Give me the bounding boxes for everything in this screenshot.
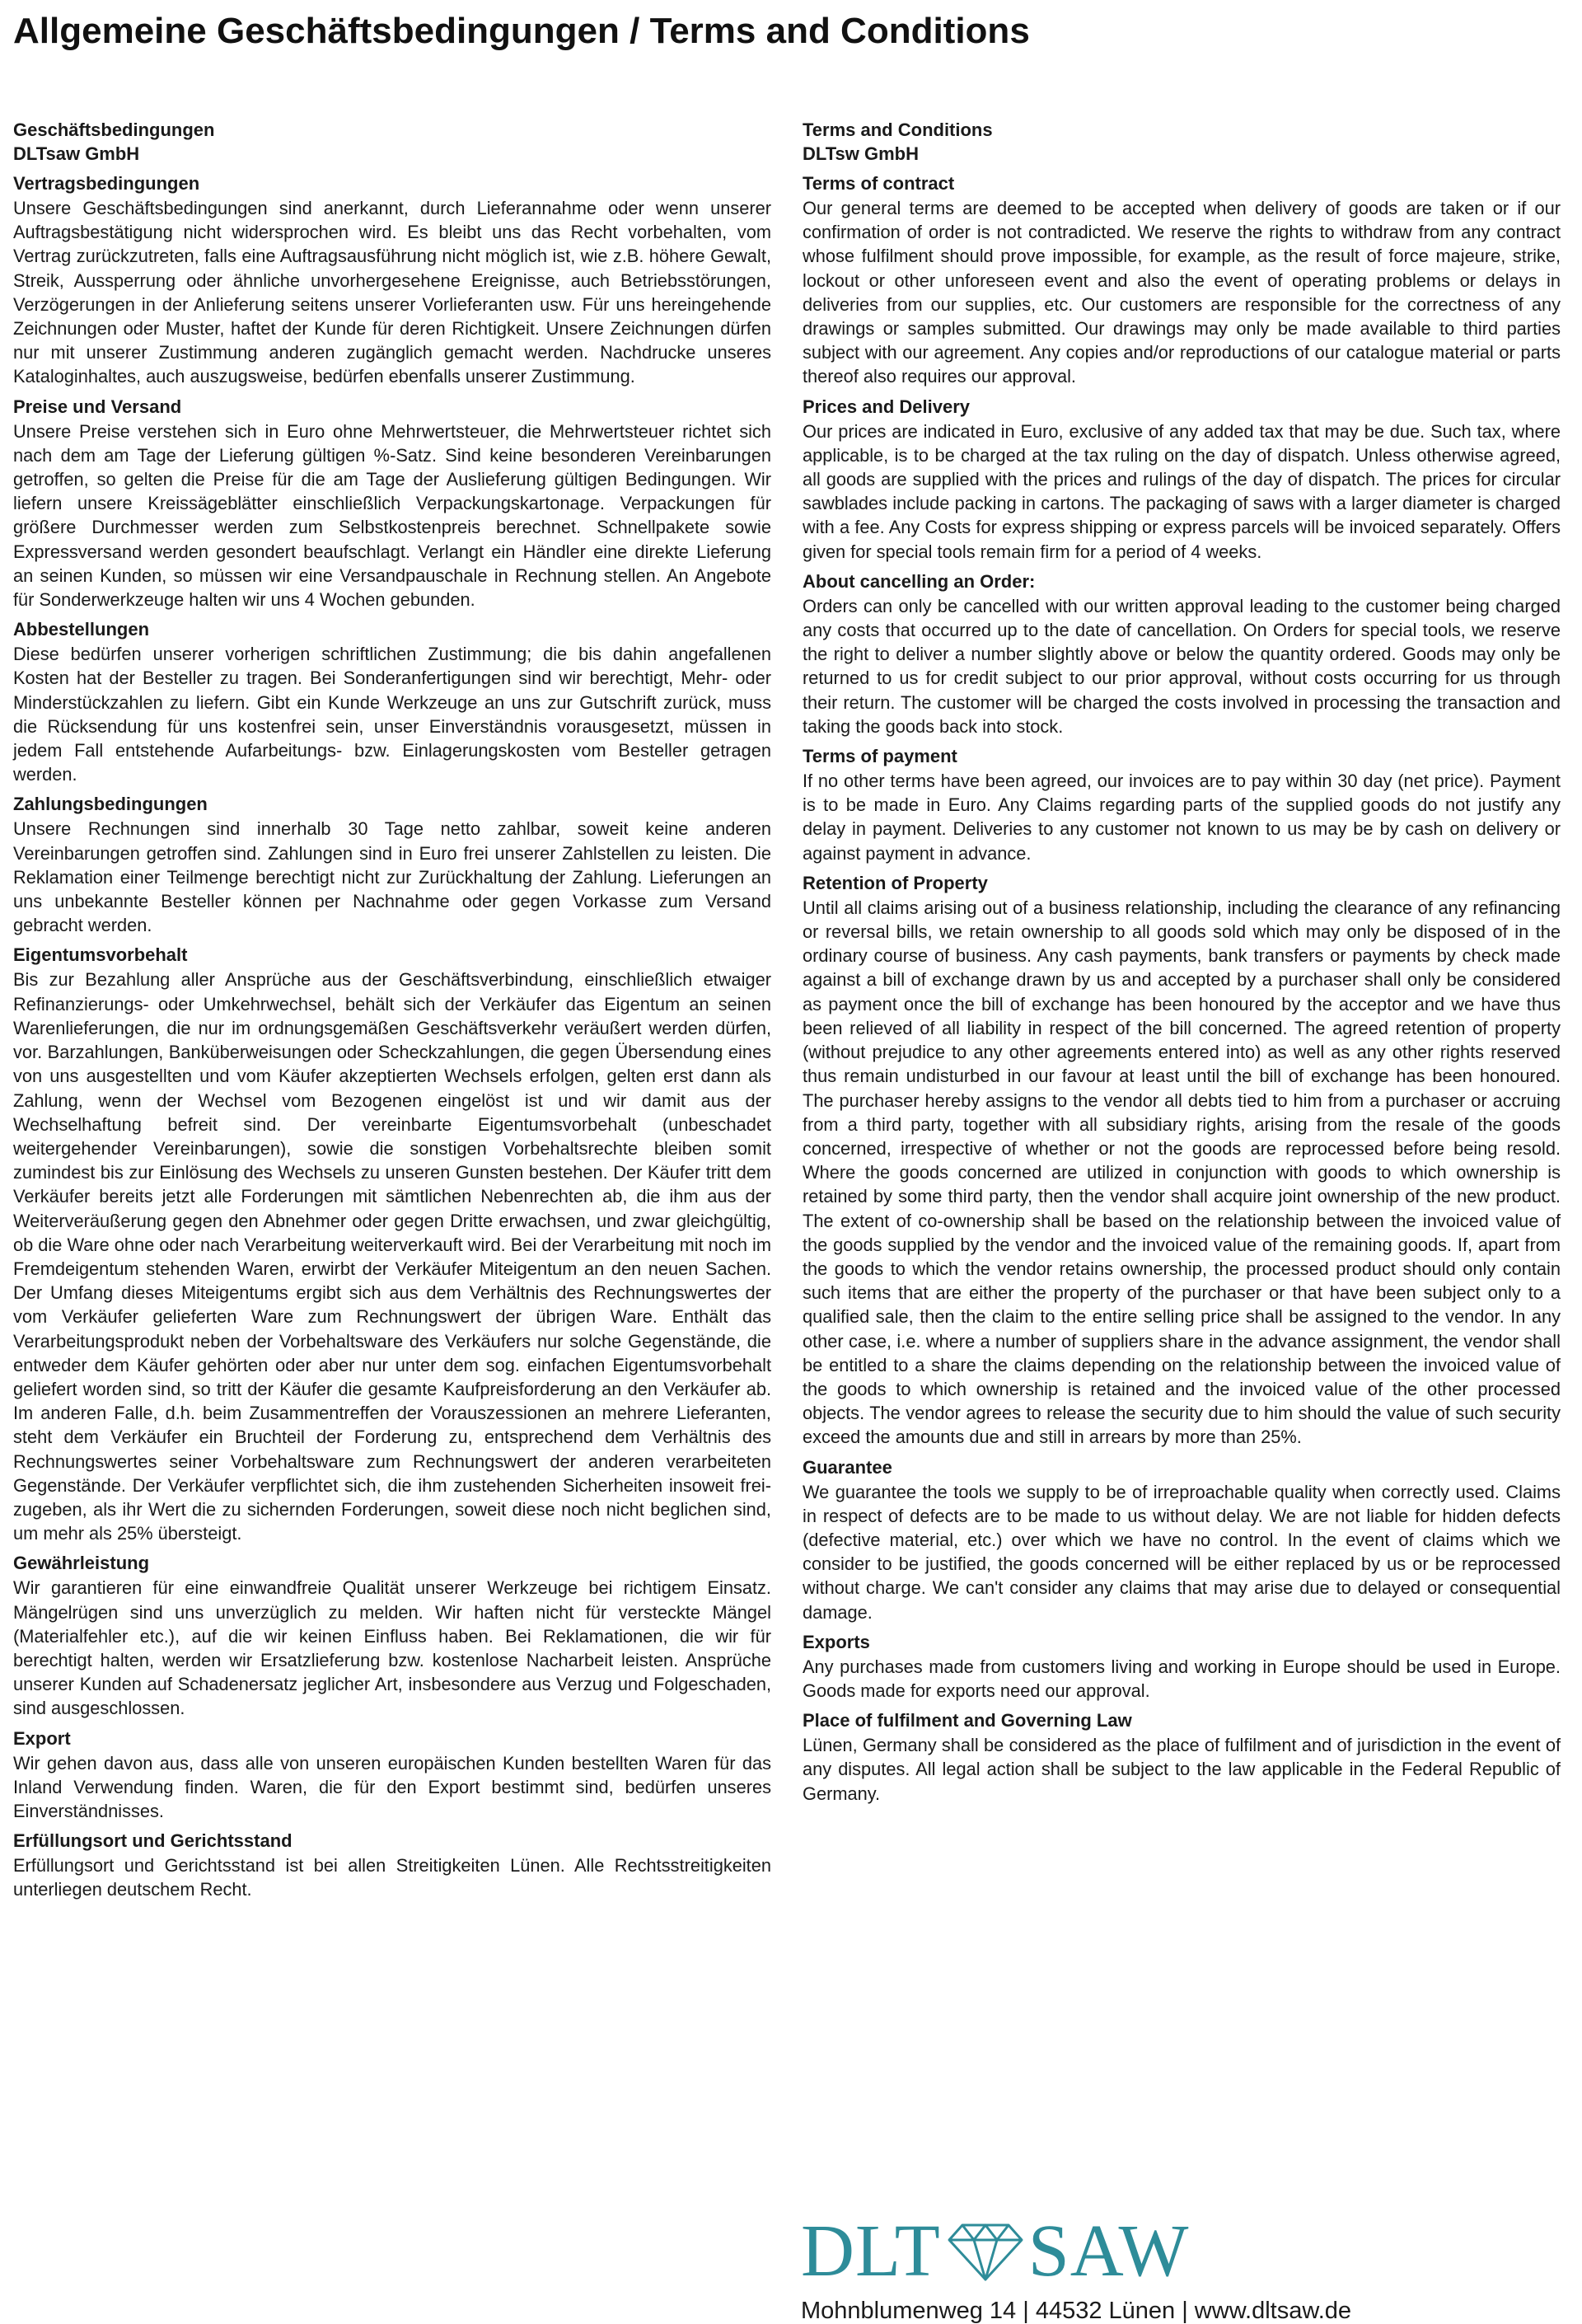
section-vertragsbedingungen [13, 171, 771, 389]
section-abbestellungen [13, 617, 771, 786]
section-title: About cancelling an Order: [803, 570, 1036, 592]
section-body: Our prices are indicated in Euro, exclusive of any added tax that may be due. Such tax, where applicable, is to be charged at the tax ruling on the day of dispatch. Unless otherwise agreed, all goods are supplied with the prices and rulings of the day of dispatch. The prices for circular sawblades include packing in cartons. The packaging of saws with a larger diameter is charged with a fee. Any Costs for express shipping or express parcels will be invoiced separately. Offers given for special tools remain firm for a period of 4 weeks. [803, 420, 1561, 562]
section-title: Prices and Delivery [803, 396, 971, 417]
section-body: Any purchases made from customers living and working in Europe should be used in Europe. Goods made for exports need our approval. [803, 1656, 1561, 1701]
footer [801, 2210, 1427, 2324]
section-cancelling-an-order [803, 569, 1561, 738]
section-title: Terms of payment [803, 746, 957, 767]
diamond-icon [946, 2220, 1025, 2283]
section-terms-of-payment [803, 744, 1561, 865]
english-heading-line1: Terms and Conditions [803, 119, 993, 140]
section-title: Retention of Property [803, 872, 988, 893]
section-zahlungsbedingungen [13, 792, 771, 937]
company-logo [801, 2210, 1427, 2292]
section-terms-of-contract [803, 171, 1561, 389]
section-eigentumsvorbehalt [13, 943, 771, 1545]
section-title: Export [13, 1727, 71, 1749]
section-body: Wir gehen davon aus, dass alle von unseren europäischen Kunden bestellten Waren für das Inland Verwendung finden. Waren, die für den Export bestimmt sind, bedürfen unseres Einverständnisses. [13, 1752, 771, 1821]
section-erfuellungsort [13, 1829, 771, 1901]
section-title: Guarantee [803, 1456, 892, 1478]
section-body: Lünen, Germany shall be considered as the place of fulfilment and of jurisdiction in the event of any disputes. All legal action shall be subject to the law applicable in the Federal Republic of Germany. [803, 1735, 1561, 1804]
section-title: Terms of contract [803, 173, 955, 194]
section-guarantee [803, 1455, 1561, 1624]
section-title: Erfüllungsort und Gerichtsstand [13, 1830, 293, 1852]
section-title: Gewährleistung [13, 1553, 150, 1574]
section-title: Preise und Versand [13, 396, 182, 417]
section-body: Unsere Rechnungen sind innerhalb 30 Tage netto zahlbar, soweit keine anderen Vereinbarungen getroffen sind. Zahlungen sind in Euro frei unserer Zahlstellen zu leisten. Die Reklamation einer Teilmenge berechtigt nicht zur Zurückhaltung der Zahlung. Lieferungen an uns unbekannte Besteller können per Nachnahme oder gegen Vorkasse zum Versand gebracht werden. [13, 818, 771, 936]
logo-text-left: DLT [801, 2210, 941, 2292]
section-title: Eigentumsvorbehalt [13, 944, 188, 966]
section-body: Our general terms are deemed to be accepted when delivery of goods are taken or if our confirmation of order is not contradicted. We reserve the rights to withdraw from any contract whose fulfilment should prove impossible, for example, as the result of force majeure, strike, lockout or other unforeseen event and also the event of operating problems or delays in deliveries from our supplies, etc. Our customers are responsible for the correctness of any drawings or samples submitted. Our drawings may only be made available to third parties subject with our agreement. Any copies and/or reproductions of our catalogue material or parts thereof also requires our approval. [803, 198, 1561, 387]
english-heading-line2: DLTsw GmbH [803, 143, 919, 164]
section-body: Erfüllungsort und Gerichtsstand ist bei allen Streitigkeiten Lünen. Alle Rechtsstreitigkeiten unterliegen deutschem Recht. [13, 1855, 771, 1900]
section-body: Bis zur Bezahlung aller Ansprüche aus der Geschäftsverbindung, einschließlich etwaiger Refinanzierungs- oder Umkehrwechsel, behält sich der Verkäufer das Eigentum an seinen Warenlieferungen, die nur im ordnungsgemäßen Geschäftsverkehr veräußert werden dürfen, vor. Barzahlungen, Banküberweisungen oder Scheckzahlungen, die gegen Übersendung eines von uns ausgestellten und vom Käufer akzeptierten Wechsels erfolgen, gelten erst dann als Zahlung, wenn der Wechsel vom Bezogenen eingelöst ist und wir damit aus der Wechselhaftung befreit sind. Der vereinbarte Eigentumsvorbehalt (unbeschadet weitergehender Vereinbarungen), sowie die sonstigen Vorbehaltsrechte bleiben somit zumindest bis zur Einlösung des Wechsels zu unseren Gunsten bestehen. Der Käufer tritt dem Verkäufer bereits jetzt alle Forderungen mit sämtlichen Nebenrechten ab, die ihm aus der Weiterveräußerung gegen den Abnehmer oder gegen Dritte erwachsen, und zwar gleichgültig, ob die Ware ohne oder nach Verarbeitung weiterverkauft wird. Bei der Verarbeitung mit noch im Fremdeigentum stehenden Waren, erwirbt der Verkäufer Miteigentum an den neuen Sachen. Der Umfang dieses Miteigentums ergibt sich aus dem Verhältnis des Rechnungswertes der vom Verkäufer gelieferten Ware zum Rechnungswert der übrigen Ware. Enthält das Verarbeitungsprodukt neben der Vorbehaltsware des Verkäufers nur solche Gegenstände, die entweder dem Käufer gehörten oder aber nur unter dem sog. einfachen Eigentumsvorbehalt geliefert worden sind, so tritt der Käufer die gesamte Kaufpreisforderung an den Verkäufer ab. Im anderen Falle, d.h. beim Zusammentreffen der Vorauszessionen an mehrere Lieferanten, steht dem Verkäufer ein Bruchteil der Forderung zu, entsprechend dem Verhältnis des Rechnungswertes seiner Vorbehaltsware zum Rechnungswert der anderen verarbeiteten Gegenstände. Der Verkäufer verpflichtet sich, die ihm zustehenden Sicherheiten insoweit freizugeben, als ihr Wert die zu sichernden Forderungen, soweit diese noch nicht beglichen sind, um mehr als 25% übersteigt. [13, 969, 772, 1544]
company-address: Mohnblumenweg 14 | 44532 Lünen | www.dltsaw.de [801, 2298, 1352, 2324]
section-gewaehrleistung [13, 1551, 771, 1720]
german-heading-line2: DLTsaw GmbH [13, 143, 140, 164]
section-export [13, 1727, 771, 1824]
german-column [13, 118, 771, 1902]
section-body: If no other terms have been agreed, our invoices are to pay within 30 day (net price). Payment is to be made in Euro. Any Claims regarding parts of the supplied goods do not justify any delay in payment. Deliveries to any customer not known to us may be by cash on delivery or against payment in advance. [803, 771, 1561, 864]
section-title: Place of fulfilment and Governing Law [803, 1710, 1132, 1731]
section-retention-of-property [803, 871, 1561, 1450]
section-title: Exports [803, 1631, 870, 1652]
section-place-of-fulfilment [803, 1708, 1561, 1806]
section-body: Unsere Geschäftsbedingungen sind anerkannt, durch Lieferannahme oder wenn unserer Auftragsbestätigung nicht widersprochen wird. Es bleibt uns das Recht vorbehalten, vom Vertrag zurückzutreten, falls eine Auftragsausführung nicht möglich ist, wie z.B. höhere Gewalt, Streik, Aussperrung oder ähnliche unvorhergesehene Ereignisse, auch Betriebsstörungen, Verzögerungen in der Anlieferung seitens unserer Vorlieferanten usw. Für uns hereingehende Zeichnungen oder Muster, haftet der Kunde für deren Richtigkeit. Unsere Zeichnungen dürfen nur mit unserer Zustimmung anderen zugänglich gemacht werden. Nachdrucke unseres Kataloginhaltes, auch auszugsweise, bedürfen ebenfalls unserer Zustimmung. [13, 198, 771, 387]
section-body: Unsere Preise verstehen sich in Euro ohne Mehrwertsteuer, die Mehrwertsteuer richtet sich nach dem am Tage der Lieferung gültigen %-Satz. Sind keine besonderen Vereinbarungen getroffen, so gelten die Preise für die am Tage der Auslieferung gültigen Bedingungen. Wir liefern unsere Kreissägeblätter einschließlich Verpackungskartonage. Verpackungen für größere Durchmesser werden zum Selbstkostenpreis berechnet. Schnellpakete sowie Expressversand werden gesondert beaufschlagt. Verlangt ein Händler eine direkte Lieferung an seinen Kunden, so müssen wir eine Versandpauschale in Rechnung stellen. An Angebote für Sonderwerkzeuge halten wir uns 4 Wochen gebunden. [13, 420, 771, 611]
logo-text-right: SAW [1027, 2210, 1190, 2292]
section-exports [803, 1630, 1561, 1703]
german-heading-line1: Geschäftsbedingungen [13, 119, 215, 140]
section-body: Wir garantieren für eine einwandfreie Qualität unserer Werkzeuge bei richtigem Einsatz. Mängelrügen sind uns unverzüglich zu melden. Wir haften nicht für versteckte Mängel (Materialfehler etc.), auf die wir keinen Einfluss haben. Bei Reklamationen, die wir für berechtigt halten, werden wir Ersatzlieferung bzw. kostenlose Nacharbeit leisten. Ansprüche unserer Kunden auf Schadenersatz jeglicher Art, insbesondere aus Verzug und Folgeschaden, sind ausgeschlossen. [13, 1577, 771, 1719]
english-column [803, 118, 1561, 1806]
section-body: Orders can only be cancelled with our written approval leading to the customer being charged any costs that occurred up to the date of cancellation. On Orders for special tools, we reserve the right to deliver a number slightly above or below the quantity ordered. Goods may only be returned to us for credit subject to our prior approval, without costs occurring for us through their return. The customer will be charged the costs involved in processing the transaction and taking the goods back into stock. [803, 595, 1561, 737]
section-body: Diese bedürfen unserer vorherigen schriftlichen Zustimmung; die bis dahin angefallenen Kosten hat der Besteller zu tragen. Bei Sonderanfertigungen sind wir berechtigt, Mehr- oder Minderstückzahlen zu liefern. Gibt ein Kunde Werkzeuge an uns zur Gutschrift zurück, muss die Rücksendung für uns kostenfrei sein, unser Einverständnis vorausgesetzt, müssen in jedem Fall entstehende Aufarbeitungs- bzw. Einlagerungskosten vom Besteller getragen werden. [13, 644, 771, 785]
page-title: Allgemeine Geschäftsbedingungen / Terms and Conditions [13, 11, 1030, 51]
section-body: Until all claims arising out of a business relationship, including the clearance of any refinancing or reversal bills, we retain ownership to all goods sold which may only be disposed of in the ordinary course of business. Any cash payments, bank transfers or payments by check made against a bill of exchange drawn by us and accepted by a purchaser shall only be considered as payment once the bill of exchange has been honoured by the acceptor and we have thus been relieved of all liability in respect of the bill concerned. The agreed retention of property (without prejudice to any other agreements entered into) as well as any other rights reserved thus remain undisturbed in our favour at least until the bill of exchange has been honoured. The purchaser hereby assigns to the vendor all debts tied to him from a purchaser or accruing from a third party, together with all subsidiary rights, arising from the resale of the goods concerned, irrespective of whether or not the goods are reprocessed before being resold. Where the goods concerned are utilized in conjunction with goods to which ownership is retained by some third party, then the vendor shall acquire joint ownership of the new product. The extent of co-ownership shall be based on the relationship between the invoiced value of the goods supplied by the vendor and the invoiced value of the remaining goods. If, apart from the goods to which the vendor retains ownership, the processed product should only contain such items that are either the property of the purchaser or that have been subject only to a qualified sale, then the claim to the entire selling price shall be assigned to the vendor. In any other case, i.e. where a number of suppliers share in the advance assignment, the vendor shall be entitled to a share the claims depending on the relationship between the invoiced value of the goods to which ownership is retained and the invoiced value of the other processed objects. The vendor agrees to release the security due to him should the value of such security exceed the amounts due and still in arrears by more than 25%. [803, 897, 1561, 1448]
section-title: Abbestellungen [13, 619, 150, 640]
section-body: We guarantee the tools we supply to be of irreproachable quality when correctly used. Claims in respect of defects are to be made to us without delay. We are not liable for hidden defects (defective material, etc.) over which we have no control. In the event of claims which we consider to be justified, the goods concerned will be either replaced by us or be reprocessed without charge. We can't consider any claims that may arise due to delayed or consequential damage. [803, 1481, 1561, 1623]
section-title: Vertragsbedingungen [13, 173, 200, 194]
section-preise-und-versand [13, 395, 771, 612]
section-title: Zahlungsbedingungen [13, 794, 208, 815]
section-prices-and-delivery [803, 395, 1561, 564]
